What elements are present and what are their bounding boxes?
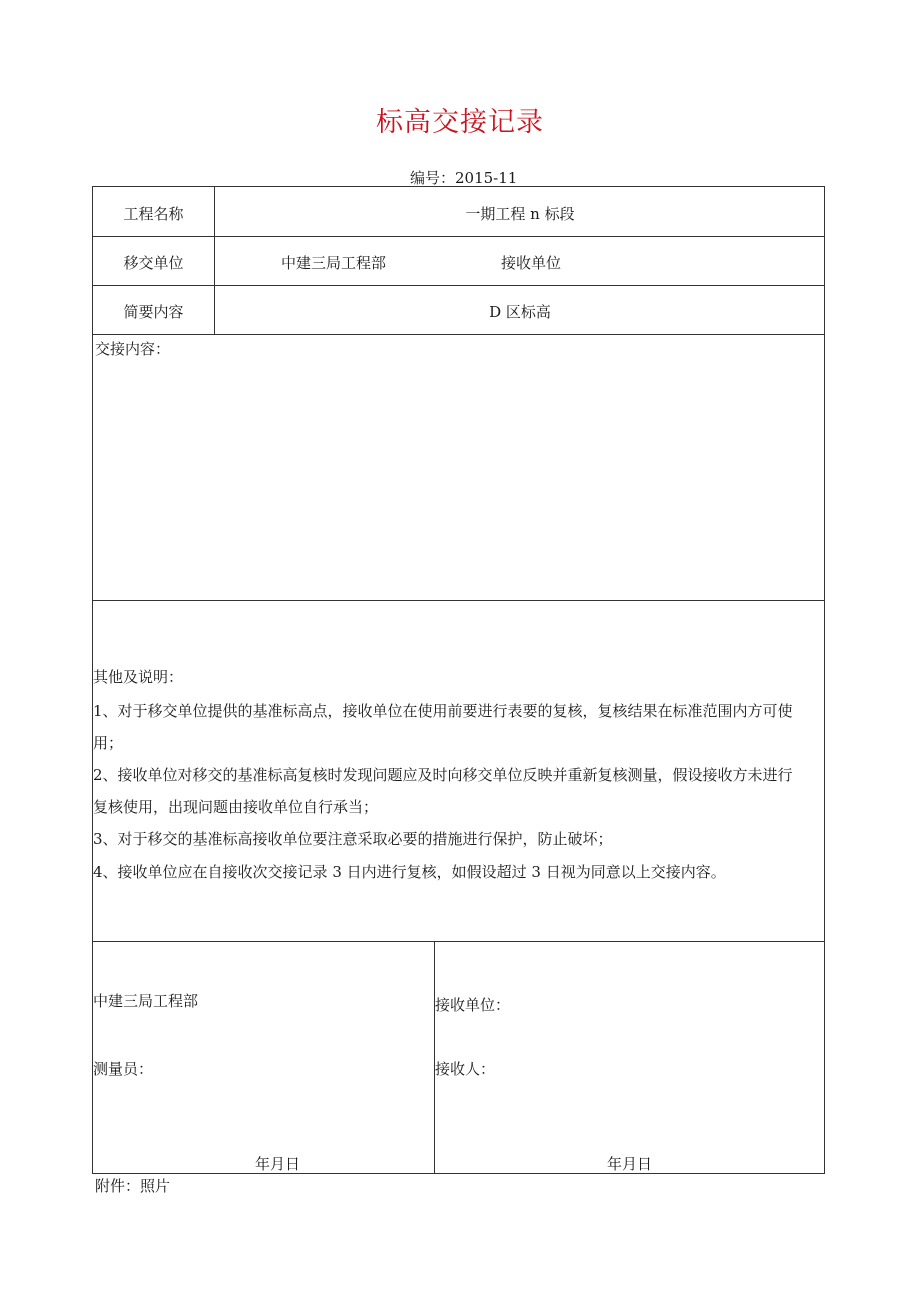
summary-label: 简要内容: [123, 303, 184, 321]
row-divider: [93, 600, 824, 601]
note-line: 3、对于移交的基准标高接收单位要注意采取必要的措施进行保护，防止破坏；: [93, 830, 613, 848]
right-date-label: 年月日: [607, 1155, 653, 1173]
receiver-label: 接收人：: [435, 1060, 496, 1078]
handover-unit-signature: 中建三局工程部: [93, 992, 199, 1010]
summary-value: D 区标高: [489, 303, 551, 321]
attachment-note: 附件：照片: [95, 1177, 171, 1195]
column-divider: [434, 941, 435, 1173]
receiving-unit-signature-label: 接收单位：: [435, 996, 511, 1014]
note-line: 2、接收单位对移交的基准标高复核时发现问题应及时向移交单位反映并重新复核测量，假设接收方未进行: [93, 766, 793, 784]
project-name-value: 一期工程 n 标段: [465, 205, 575, 223]
row-divider: [93, 941, 824, 942]
handover-record-table: [92, 186, 825, 1174]
handover-unit-label: 移交单位: [123, 254, 184, 272]
row-divider: [93, 285, 824, 286]
document-number: 编号：2015-11: [410, 169, 518, 187]
handover-content-label: 交接内容：: [95, 340, 171, 358]
project-name-label: 工程名称: [123, 205, 184, 223]
notes-heading: 其他及说明：: [93, 668, 184, 686]
note-line: 用；: [93, 734, 124, 752]
note-line: 1、对于移交单位提供的基准标高点，接收单位在使用前要进行表要的复核，复核结果在标准范围内方可使: [93, 702, 793, 720]
page-title: 标高交接记录: [376, 107, 544, 138]
note-line: 复核使用，出现问题由接收单位自行承当；: [93, 798, 379, 816]
receiving-unit-label: 接收单位: [501, 254, 562, 272]
row-divider: [93, 334, 824, 335]
note-line: 4、接收单位应在自接收次交接记录 3 日内进行复核，如假设超过 3 日视为同意以上交接内容。: [93, 863, 726, 881]
surveyor-label: 测量员：: [93, 1060, 154, 1078]
left-date-label: 年月日: [255, 1155, 301, 1173]
handover-unit-value: 中建三局工程部: [281, 254, 387, 272]
row-divider: [93, 236, 824, 237]
